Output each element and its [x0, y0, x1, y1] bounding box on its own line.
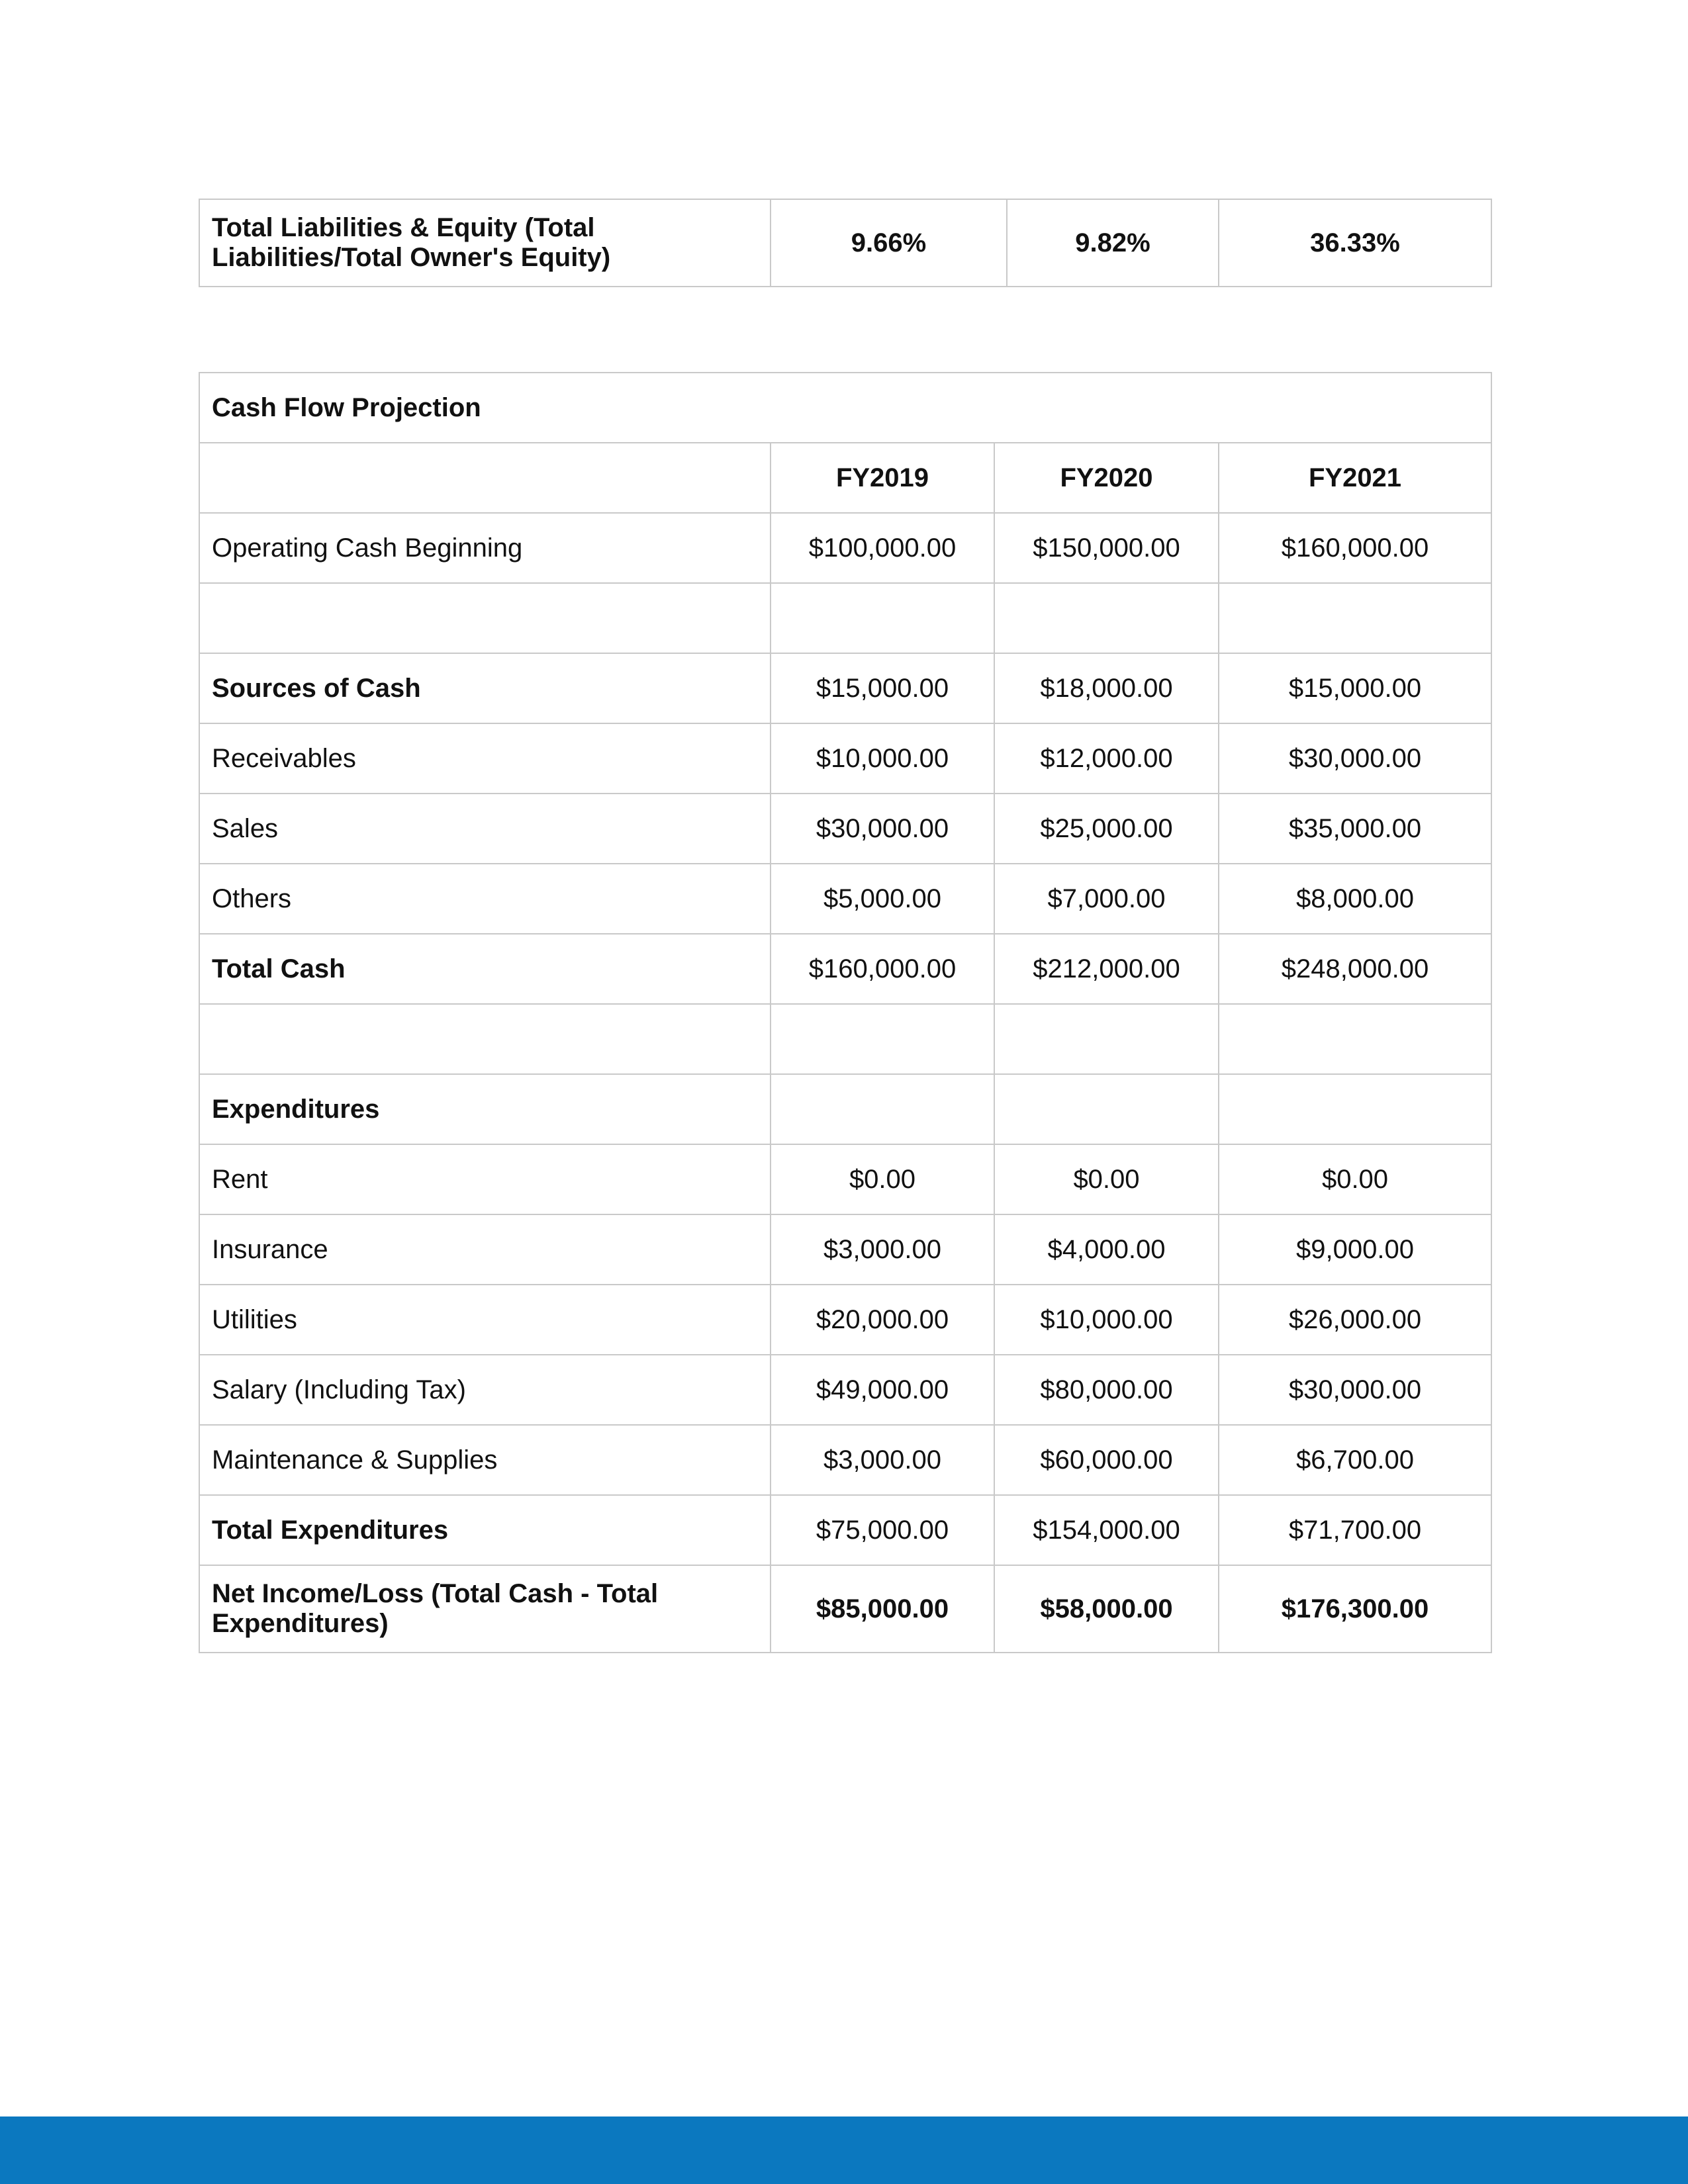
table-row [199, 583, 1491, 653]
ratio-row [199, 199, 1491, 287]
row-label: Sales [199, 794, 771, 864]
row-label: Rent [199, 1144, 771, 1214]
table-row [199, 1355, 1491, 1425]
row-value-fy2021: $0.00 [1219, 1144, 1491, 1214]
row-value-fy2019: $3,000.00 [771, 1214, 994, 1285]
row-value-fy2020 [994, 1074, 1219, 1144]
row-value-fy2020: $12,000.00 [994, 723, 1219, 794]
table-row [199, 1425, 1491, 1495]
table-row [199, 1495, 1491, 1565]
row-value-fy2021: $160,000.00 [1219, 513, 1491, 583]
row-value-fy2021 [1219, 583, 1491, 653]
year-header-row [199, 443, 1491, 513]
ratio-label: Total Liabilities & Equity (Total Liabilities/Total Owner's Equity) [199, 199, 771, 287]
row-value-fy2019: $10,000.00 [771, 723, 994, 794]
table-row [199, 1214, 1491, 1285]
row-value-fy2021: $26,000.00 [1219, 1285, 1491, 1355]
row-value-fy2021: $35,000.00 [1219, 794, 1491, 864]
ratio-value-fy2019: 9.66% [771, 199, 1007, 287]
row-value-fy2020: $150,000.00 [994, 513, 1219, 583]
table-row [199, 1565, 1491, 1653]
row-value-fy2021 [1219, 1074, 1491, 1144]
table-row [199, 1004, 1491, 1074]
row-label: Net Income/Loss (Total Cash - Total Expenditures) [199, 1565, 771, 1653]
row-value-fy2021: $176,300.00 [1219, 1565, 1491, 1653]
ratio-value-fy2020: 9.82% [1007, 199, 1219, 287]
row-value-fy2019: $15,000.00 [771, 653, 994, 723]
row-value-fy2019: $30,000.00 [771, 794, 994, 864]
row-value-fy2021: $71,700.00 [1219, 1495, 1491, 1565]
row-value-fy2020: $10,000.00 [994, 1285, 1219, 1355]
row-value-fy2020: $212,000.00 [994, 934, 1219, 1004]
row-value-fy2019: $85,000.00 [771, 1565, 994, 1653]
cash-flow-table [199, 372, 1492, 1653]
cash-flow-title: Cash Flow Projection [199, 373, 1491, 443]
row-value-fy2020 [994, 1004, 1219, 1074]
row-value-fy2021 [1219, 1004, 1491, 1074]
table-row [199, 1074, 1491, 1144]
row-value-fy2019: $49,000.00 [771, 1355, 994, 1425]
row-value-fy2020: $25,000.00 [994, 794, 1219, 864]
row-value-fy2019 [771, 583, 994, 653]
row-label [199, 1004, 771, 1074]
ratio-table [199, 199, 1492, 287]
row-label: Salary (Including Tax) [199, 1355, 771, 1425]
row-value-fy2021: $30,000.00 [1219, 723, 1491, 794]
row-value-fy2021: $9,000.00 [1219, 1214, 1491, 1285]
table-row [199, 864, 1491, 934]
row-value-fy2020: $4,000.00 [994, 1214, 1219, 1285]
year-header-fy2021: FY2021 [1219, 443, 1491, 513]
row-label: Insurance [199, 1214, 771, 1285]
row-label [199, 583, 771, 653]
table-row [199, 794, 1491, 864]
row-value-fy2020: $7,000.00 [994, 864, 1219, 934]
row-value-fy2020: $80,000.00 [994, 1355, 1219, 1425]
row-value-fy2019: $100,000.00 [771, 513, 994, 583]
footer-bar [0, 2116, 1688, 2184]
row-value-fy2021: $15,000.00 [1219, 653, 1491, 723]
row-label: Operating Cash Beginning [199, 513, 771, 583]
row-value-fy2021: $6,700.00 [1219, 1425, 1491, 1495]
row-value-fy2019: $75,000.00 [771, 1495, 994, 1565]
row-label: Sources of Cash [199, 653, 771, 723]
row-label: Others [199, 864, 771, 934]
row-value-fy2019: $0.00 [771, 1144, 994, 1214]
row-value-fy2019: $5,000.00 [771, 864, 994, 934]
row-label: Total Expenditures [199, 1495, 771, 1565]
row-label: Total Cash [199, 934, 771, 1004]
year-header-fy2019: FY2019 [771, 443, 994, 513]
table-row [199, 934, 1491, 1004]
row-label: Expenditures [199, 1074, 771, 1144]
row-value-fy2019 [771, 1074, 994, 1144]
row-value-fy2021: $8,000.00 [1219, 864, 1491, 934]
table-row [199, 723, 1491, 794]
row-value-fy2019 [771, 1004, 994, 1074]
row-value-fy2020 [994, 583, 1219, 653]
ratio-value-fy2021: 36.33% [1219, 199, 1491, 287]
row-value-fy2019: $3,000.00 [771, 1425, 994, 1495]
row-value-fy2020: $0.00 [994, 1144, 1219, 1214]
row-value-fy2019: $20,000.00 [771, 1285, 994, 1355]
year-header-fy2020: FY2020 [994, 443, 1219, 513]
row-value-fy2021: $248,000.00 [1219, 934, 1491, 1004]
row-value-fy2021: $30,000.00 [1219, 1355, 1491, 1425]
row-value-fy2019: $160,000.00 [771, 934, 994, 1004]
year-header-blank [199, 443, 771, 513]
row-label: Utilities [199, 1285, 771, 1355]
row-value-fy2020: $18,000.00 [994, 653, 1219, 723]
table-row [199, 1285, 1491, 1355]
table-row [199, 653, 1491, 723]
row-label: Receivables [199, 723, 771, 794]
table-row [199, 513, 1491, 583]
table-row [199, 1144, 1491, 1214]
cash-flow-title-row [199, 373, 1491, 443]
row-value-fy2020: $154,000.00 [994, 1495, 1219, 1565]
row-value-fy2020: $58,000.00 [994, 1565, 1219, 1653]
row-value-fy2020: $60,000.00 [994, 1425, 1219, 1495]
row-label: Maintenance & Supplies [199, 1425, 771, 1495]
